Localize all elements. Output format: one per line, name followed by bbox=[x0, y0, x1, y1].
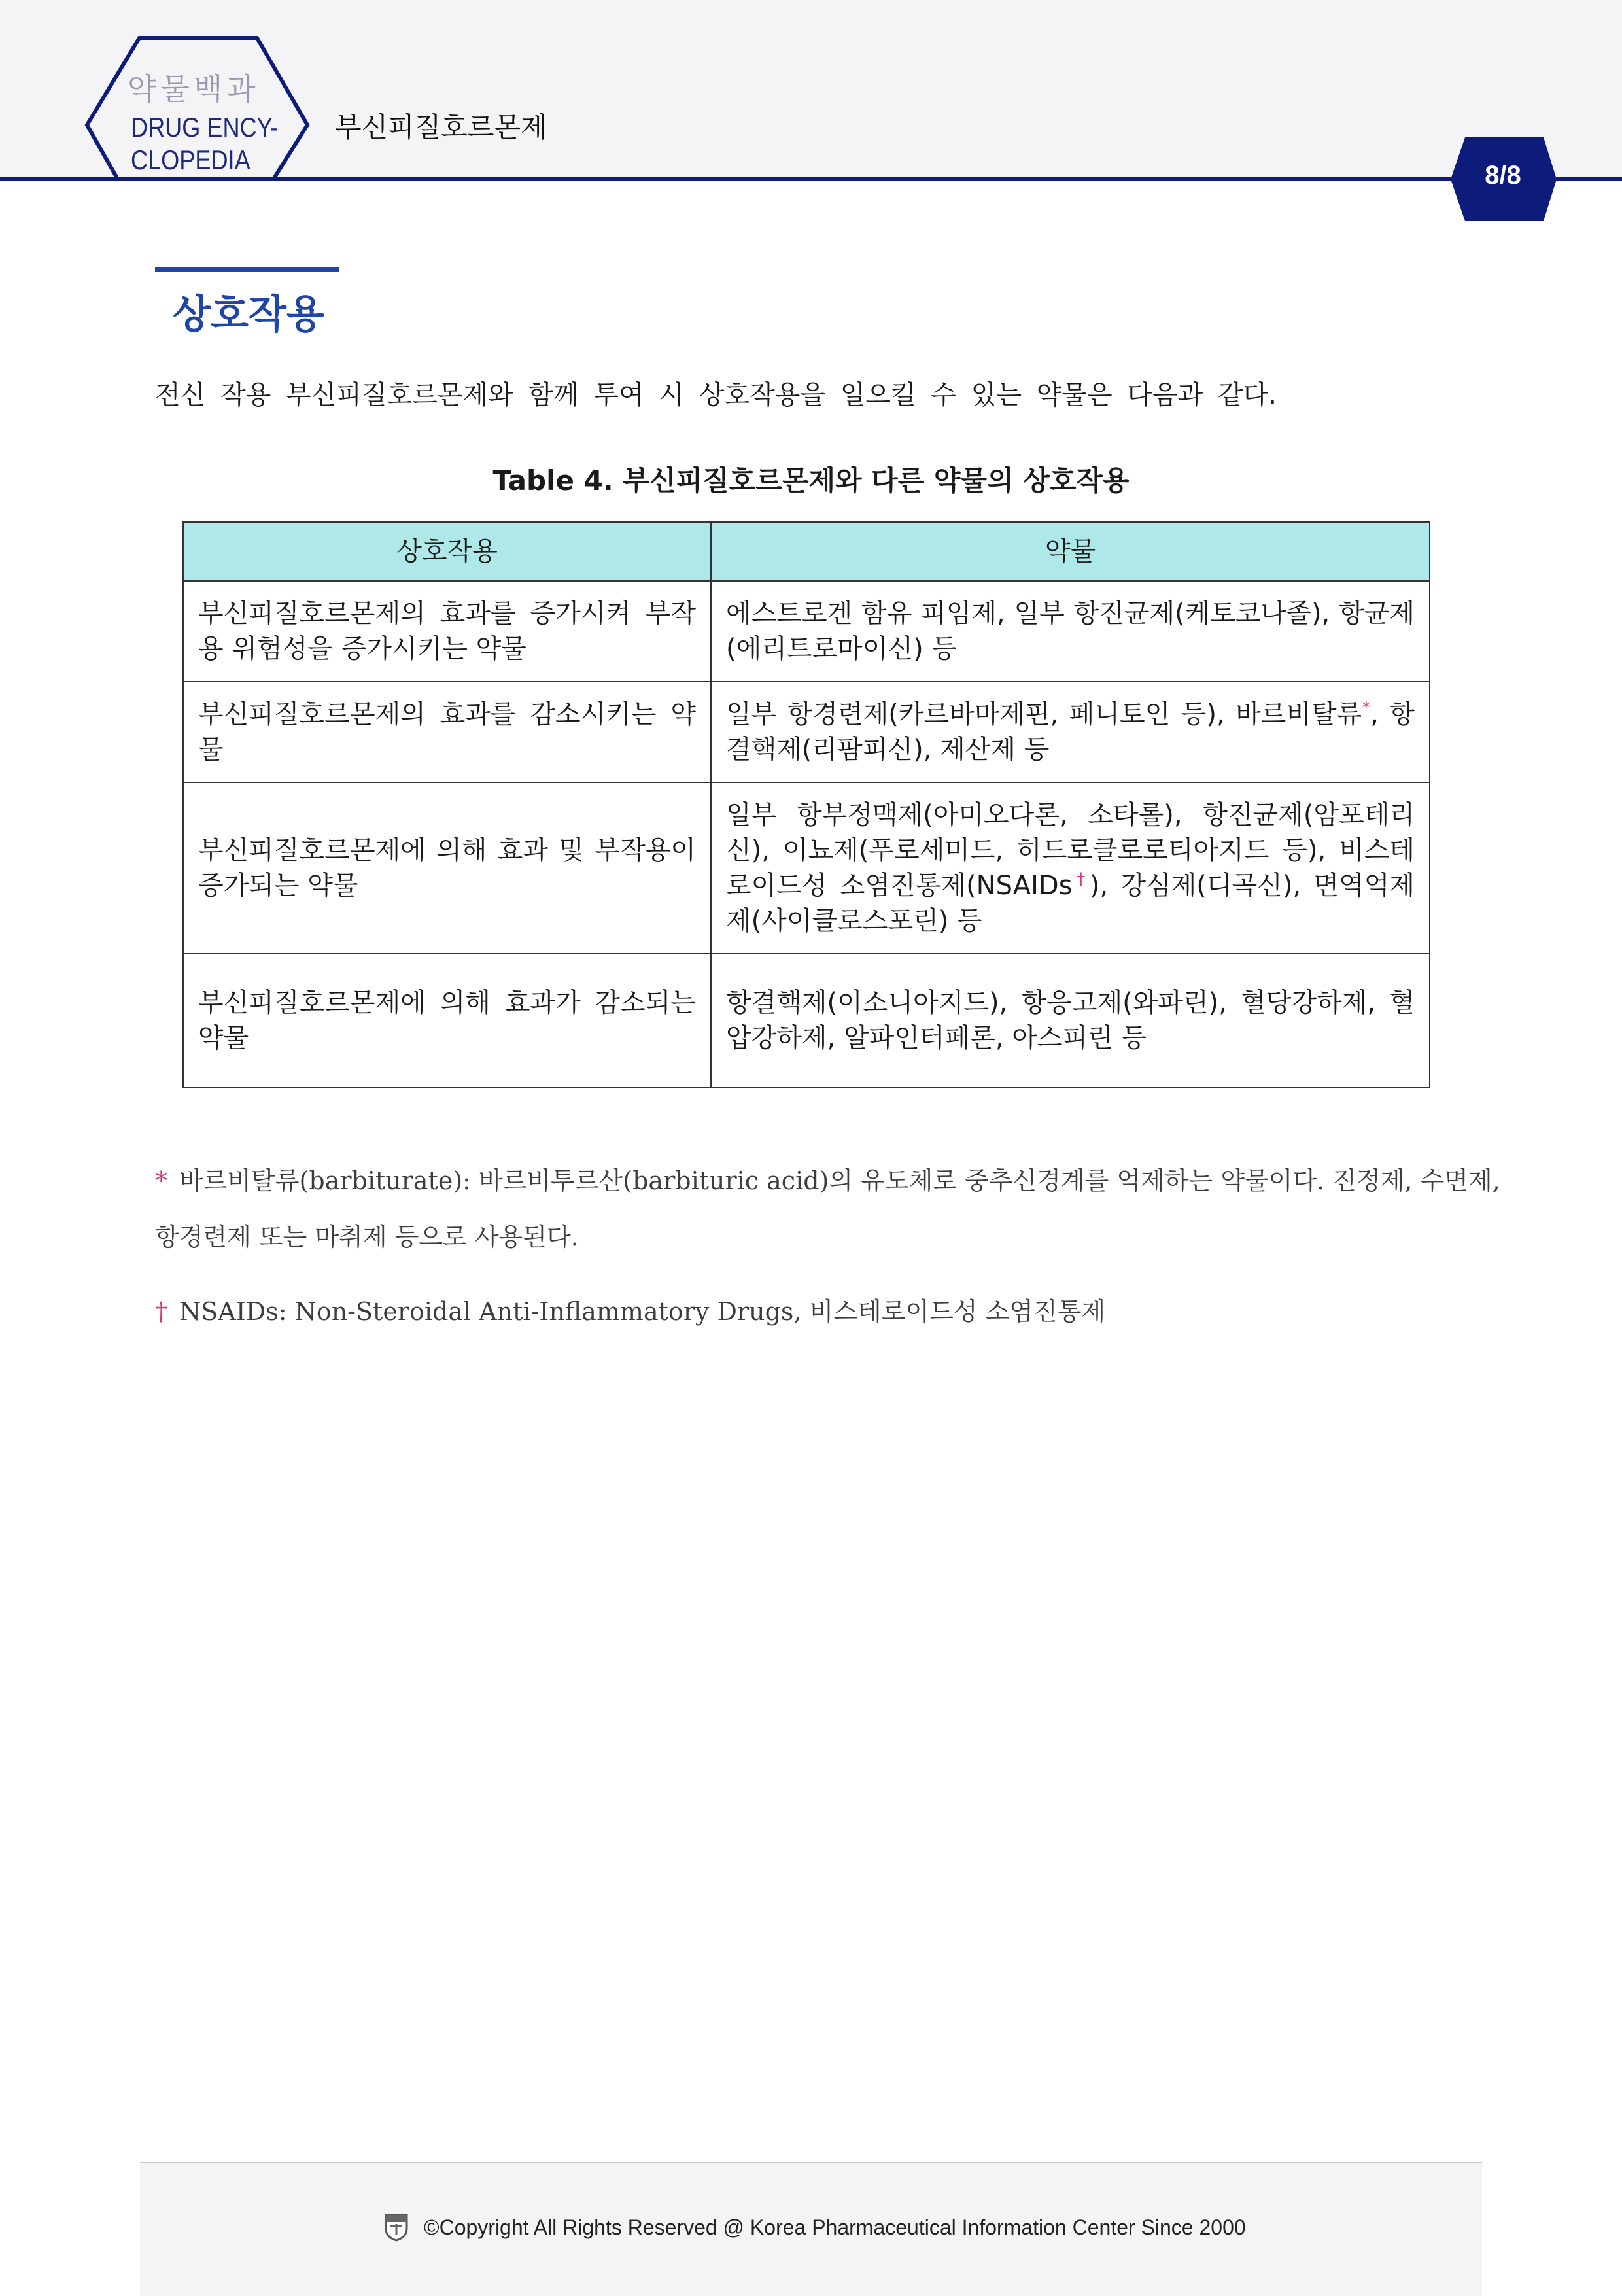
footnote-barbiturate bbox=[155, 1160, 1500, 1196]
footnote-mark: † bbox=[1072, 869, 1090, 890]
intro-paragraph: 전신 작용 부신피질호르몬제와 함께 투여 시 상호작용을 일으킬 수 있는 약물은 다음과 같다. bbox=[155, 380, 1277, 410]
drugs-text: 일부 항부정맥제(아미오다론, 소타롤), 항진균제(암포테리신), 이뇨제(푸로세미드, 히드로클로로티아지드 등), 비스테로이드성 소염진통제(NSAIDs bbox=[726, 800, 1415, 901]
logo-korean: 약물백과 bbox=[128, 71, 260, 107]
footnote-barbiturate-continued bbox=[155, 1217, 579, 1253]
drugs-cell bbox=[711, 581, 1430, 682]
document-title: 부신피질호르몬제 bbox=[335, 111, 547, 143]
table-row bbox=[183, 581, 1430, 682]
logo-english-line2: CLOPEDIA bbox=[131, 145, 250, 175]
footnote-symbol: * bbox=[155, 1166, 167, 1195]
footnote-text: 바르비탈류(barbiturate): 바르비투르산(barbituric acid)의 유도체로 중추신경계를 억제하는 약물이다. 진정제, 수면제, bbox=[179, 1166, 1500, 1195]
footnote-text: NSAIDs: Non-Steroidal Anti-Inflammatory Drugs, 비스테로이드성 소염진통제 bbox=[179, 1297, 1106, 1326]
drugs-cell bbox=[711, 954, 1430, 1087]
table-row bbox=[183, 954, 1430, 1087]
table-row bbox=[183, 682, 1430, 782]
column-header-drugs: 약물 bbox=[711, 522, 1430, 581]
drugs-cell bbox=[711, 782, 1430, 954]
section-title: 상호작용 bbox=[173, 292, 324, 338]
drugs-text: 에스트로겐 함유 피임제, 일부 항진균제(케토코나졸), 항균제(에리트로마이신) 등 bbox=[726, 599, 1415, 664]
drugs-text-after: , 항결핵제(리팜피신), 제산제 등 bbox=[726, 699, 1415, 765]
interaction-cell: 부신피질호르몬제에 의해 효과 및 부작용이 증가되는 약물 bbox=[183, 782, 711, 954]
kpic-emblem-icon bbox=[383, 2213, 409, 2242]
table-row bbox=[183, 782, 1430, 954]
logo-english-line1: DRUG ENCY- bbox=[131, 112, 279, 143]
footnote-text: 항경련제 또는 마취제 등으로 사용된다. bbox=[155, 1223, 579, 1251]
page-indicator: 8/8 bbox=[1485, 161, 1521, 190]
footnote-mark: * bbox=[1362, 698, 1371, 718]
copyright-text: ©Copyright All Rights Reserved @ Korea Pharmaceutical Information Center Since 2000 bbox=[424, 2216, 1246, 2239]
table-header-row bbox=[183, 522, 1430, 581]
column-header-interaction: 상호작용 bbox=[183, 522, 711, 581]
interaction-table bbox=[182, 521, 1430, 1088]
drugs-text-after: ), 강심제(디곡신), 면역억제제(사이클로스포린) 등 bbox=[726, 871, 1415, 936]
footnote-symbol: † bbox=[155, 1297, 167, 1326]
drugs-cell bbox=[711, 682, 1430, 782]
section-accent-bar bbox=[155, 267, 339, 272]
logo-english bbox=[131, 111, 278, 177]
footnote-nsaids bbox=[155, 1291, 1105, 1327]
table-caption: Table 4. 부신피질호르몬제와 다른 약물의 상호작용 bbox=[492, 464, 1130, 496]
interaction-cell: 부신피질호르몬제의 효과를 감소시키는 약물 bbox=[183, 682, 711, 782]
drugs-text: 일부 항경련제(카르바마제핀, 페니토인 등), 바르비탈류 bbox=[726, 699, 1362, 729]
interaction-cell: 부신피질호르몬제의 효과를 증가시켜 부작용 위험성을 증가시키는 약물 bbox=[183, 581, 711, 682]
drugs-text: 항결핵제(이소니아지드), 항응고제(와파린), 혈당강하제, 혈압강하제, 알파인터페론, 아스피린 등 bbox=[726, 988, 1415, 1053]
interaction-cell: 부신피질호르몬제에 의해 효과가 감소되는 약물 bbox=[183, 954, 711, 1087]
